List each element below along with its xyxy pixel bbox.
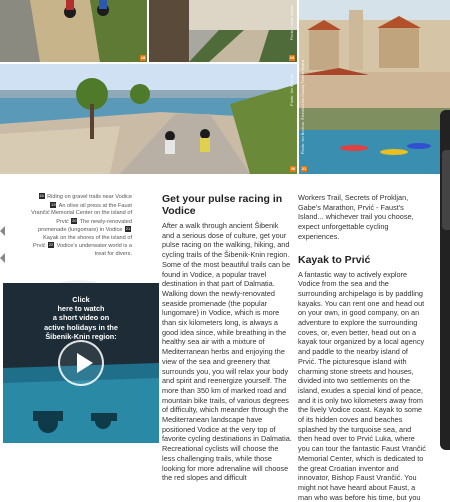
caption-text: Riding on gravel trails near Vodice (47, 194, 132, 200)
photo-number: 18 (140, 55, 146, 60)
section-heading: Get your pulse racing in Vodice (162, 193, 283, 217)
article-column-1 (162, 193, 292, 483)
caption-text: An olive oil press at the Faust Vrančić Memorial Center on the island of Prvić (31, 202, 132, 225)
caption-number: 21 (125, 226, 131, 231)
photo-gravel-trail (0, 0, 147, 62)
photo-number: 21 (301, 166, 307, 171)
caption-number: 20 (72, 217, 77, 223)
caption-number: 22 (48, 242, 54, 247)
video-line: Click (72, 295, 90, 304)
video-line: active holidays in the (44, 322, 118, 332)
section-heading: Kayak to Prvić (298, 253, 371, 266)
video-line: a short video on (52, 313, 110, 323)
article-column-2 (298, 193, 426, 502)
scrollbar-thumb[interactable] (442, 150, 450, 230)
photo-olive-press (149, 0, 297, 62)
previous-page-arrow-secondary[interactable] (0, 253, 5, 263)
section-body: After a walk through ancient Šibenik and a serious dose of culture, get your pulse racing on the walking, hiking, and cycling trails of the Šibenik-Knin region. Some of the most beautiful trails can be found in Vodice, a popular travel destination in that part of Dalmatia. Walking down the newly-renovated seaside promenade (the popular lungomare) in Vodice, which is more than six kilometers long, is always a good idea since, while breathing in the healthy sea air with a mixture of Mediterranean herbs and enjoying the view of the sea and greenery that surrounds you, you will relax your body and spirit and reenergize yourself. The more than 350 km of marked road and mountain bike trails, of various degrees of difficulty, which meander through the Mediterranean landscape have positioned Vodice at the very top of favorite cycling destinations in Dalmatia. Recreational cyclists will choose the less challenging trails, while those looking for more adrenaline will choose the red slopes and difficult (162, 221, 292, 483)
play-icon[interactable] (58, 340, 104, 386)
caption-text: Kayak on the shores of the island of Prvić (33, 234, 132, 249)
photo-credit: Photo: Lorem Ipsum (290, 5, 294, 41)
photo-credit: Photo: Ivo Biočina, Šibenik-Knin County Tourist Board (301, 60, 305, 154)
photo-promenade (0, 64, 297, 174)
photo-credit: Photo: Ivo Biočina (290, 74, 294, 106)
caption-number: 19 (51, 201, 56, 207)
video-line: here to watch (57, 304, 105, 314)
video-prompt (3, 295, 159, 341)
caption-number: 18 (39, 193, 44, 198)
caption-text: Vodice's underwater world is a treat for divers. (56, 243, 132, 257)
video-link[interactable] (3, 283, 159, 443)
photo-number: 19 (289, 55, 295, 60)
caption-text: The newly-renovated promenade (lungomare) in Vodice (38, 218, 132, 233)
previous-page-arrow[interactable] (0, 226, 5, 236)
section-body: A fantastic way to actively explore Vodice from the sea and the surrounding archipelago is by paddling kayaks. You can rent one and head out on your own, in good company, on an adventure to explore the surrounding coves, or, even better, head out on a kayak tour organized by a local agency and paddle to the nearby island of Prvić. The picturesque island with charming stone streets and houses, divided into two settlements on the island, exudes a special kind of peace, and it is only two kilometers away from the lively Vodice coast. Kayak to some of its hidden coves and beaches splashed by the turquoise sea, and then head over to Prvić Luka, where you can tour the fantastic Faust Vrančić Memorial Center, which is dedicated to the great Croatian inventor and innovator, Bishop Faust Vrančić. You might not have heard about Faust, a man who was before his time, but you (298, 269, 426, 502)
photo-number: 20 (290, 166, 296, 171)
video-line: Šibenik-Knin region: (45, 331, 117, 341)
photo-captions (30, 193, 132, 258)
photo-prvic-kayak (299, 0, 450, 174)
section-body: Workers Trail, Secrets of Prokljan, Gabe's Marathon, Prvić - Faust's Island... whichever trail you choose, expect unforgettable cycling experiences. (298, 193, 414, 241)
